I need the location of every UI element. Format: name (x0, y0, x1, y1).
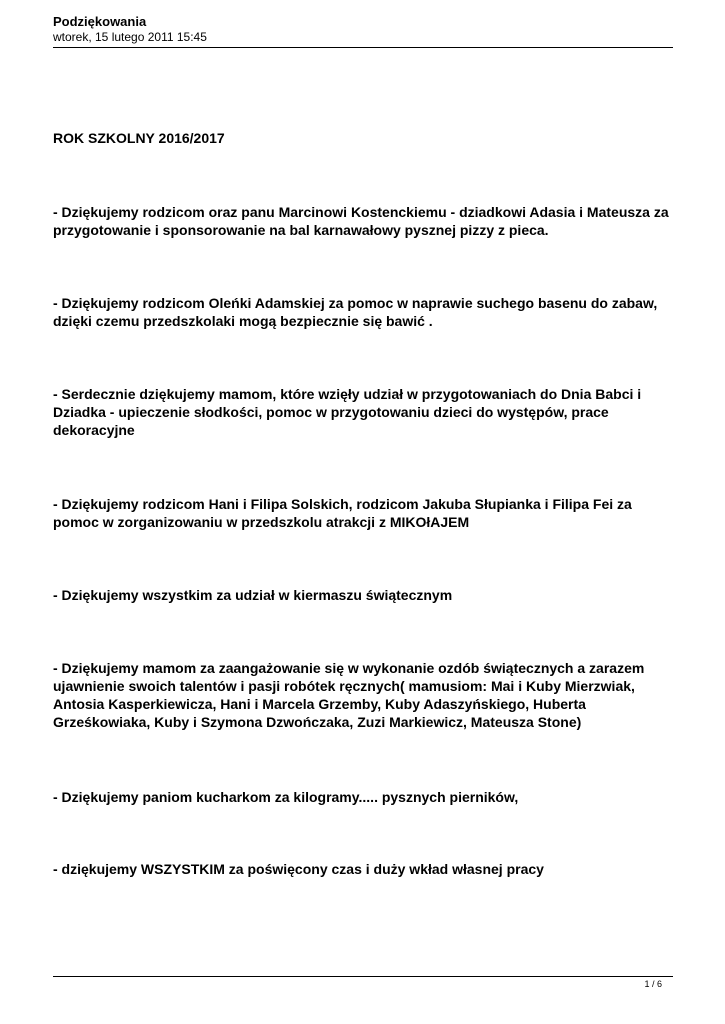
footer-divider (53, 976, 673, 977)
page-number: 1 / 6 (644, 979, 662, 989)
header-divider (53, 47, 673, 48)
paragraph: - Dziękujemy wszystkim za udział w kiermaszu świątecznym (53, 587, 453, 603)
page-header (53, 14, 673, 45)
paragraph: - Dziękujemy mamom za zaangażowanie się w wykonanie ozdób świątecznych a zarazem ujawnienie swoich talentów i pasji robótek ręcznych( mamusiom: Mai i Kuby Mierzwiak, Antosia Kasperkiewicza, Hani i Marcela Grzemby, Kuby Adaszyńskiego, Huberta Grześkowiaka, Kuby i Szymona Dzwończaka, Zuzi Markiewicz, Mateusza Stone) (53, 660, 645, 730)
paragraph: - Dziękujemy rodzicom oraz panu Marcinowi Kostenckiemu - dziadkowi Adasia i Mateusza za przygotowanie i sponsorowanie na bal karnawałowy pysznej pizzy z pieca. (53, 204, 669, 238)
paragraph: - Dziękujemy rodzicom Oleńki Adamskiej za pomoc w naprawie suchego basenu do zabaw, dzięki czemu przedszkolaki mogą bezpiecznie się bawić . (53, 295, 658, 329)
header-date: wtorek, 15 lutego 2011 15:45 (53, 30, 207, 44)
paragraph: - Serdecznie dziękujemy mamom, które wzięły udział w przygotowaniach do Dnia Babci i Dziadka - upieczenie słodkości, pomoc w przygotowaniu dzieci do występów, prace dekoracyjne (53, 386, 642, 438)
paragraph: - Dziękujemy paniom kucharkom za kilogramy..... pysznych pierników, (53, 789, 519, 805)
section-heading: ROK SZKOLNY 2016/2017 (53, 130, 225, 146)
paragraph: - Dziękujemy rodzicom Hani i Filipa Solskich, rodzicom Jakuba Słupianka i Filipa Fei za pomoc w zorganizowaniu w przedszkolu atrakcji z MIKOłAJEM (53, 496, 632, 530)
paragraph: - dziękujemy WSZYSTKIM za poświęcony czas i duży wkład własnej pracy (53, 861, 544, 877)
header-title: Podziękowania (53, 14, 147, 29)
